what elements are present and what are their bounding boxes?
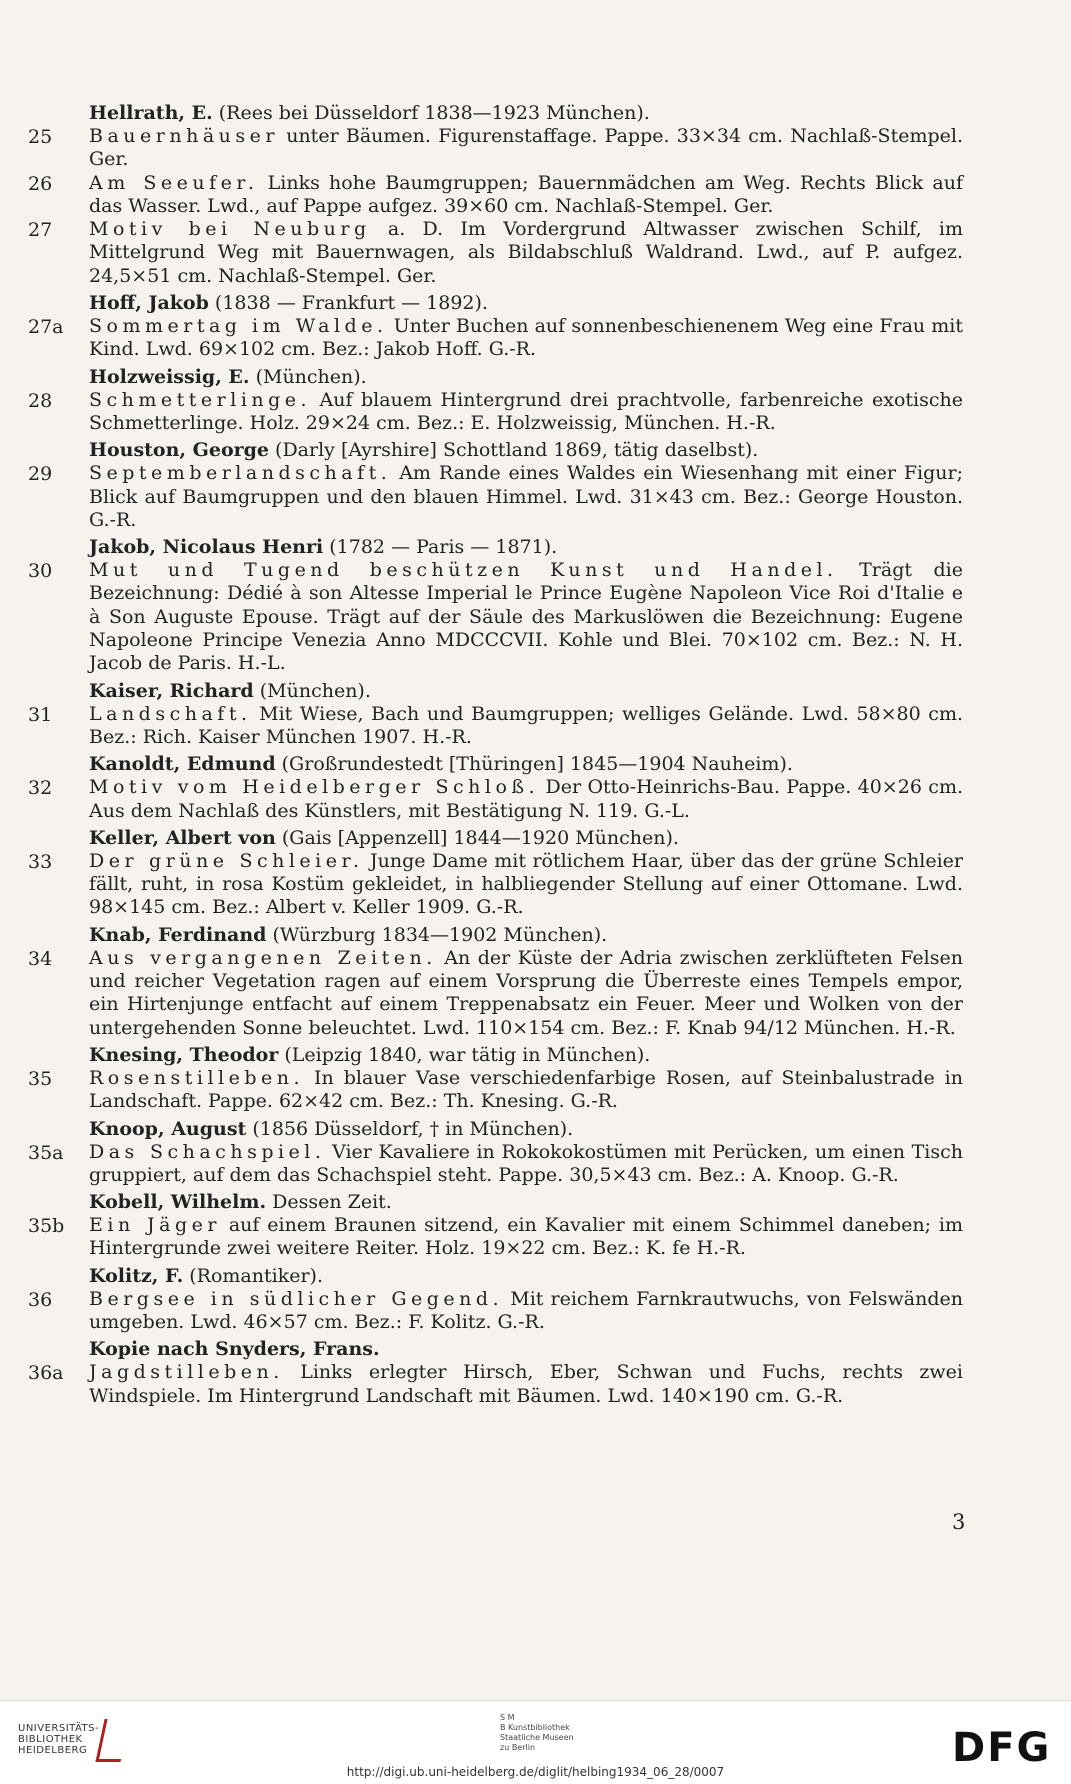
item-number: 26 xyxy=(28,172,53,195)
viewer-footer xyxy=(0,1700,1071,1784)
artist-heading xyxy=(0,291,1071,315)
library-mark-icon xyxy=(95,1719,129,1762)
item-description xyxy=(0,947,1071,1040)
catalogue-entries xyxy=(0,98,1071,1408)
artist-heading xyxy=(0,1043,1071,1067)
item-description xyxy=(0,389,1071,436)
sm-line-4: zu Berlin xyxy=(500,1743,536,1752)
item-text: Links hohe Baumgruppen; Bauernmädchen am Weg. Rechts Blick auf das Wasser. Lwd., auf Pappe aufgez. 39×60 cm. Nachlaß-Stempel. Ger. xyxy=(89,171,963,217)
artist-name: Kanoldt, Edmund xyxy=(89,753,276,776)
artist-info: (1838 — Frankfurt — 1892). xyxy=(208,292,488,315)
item-number: 33 xyxy=(28,850,53,873)
item-number: 25 xyxy=(28,126,53,148)
artist-info: (Gais [Appenzell] 1844—1920 München). xyxy=(275,826,679,849)
artist-info: (1782 — Paris — 1871). xyxy=(323,536,558,559)
artist-info: (Romantiker). xyxy=(183,1264,323,1287)
artist-name: Kobell, Wilhelm. xyxy=(89,1191,267,1214)
artist-info: (Leipzig 1840, war tätig in München). xyxy=(278,1043,651,1066)
artist-info: (Darly [Ayrshire] Schottland 1869, tätig daselbst). xyxy=(269,439,759,462)
artist-heading xyxy=(0,826,1071,850)
library-line-3: HEIDELBERG xyxy=(18,1745,88,1756)
artist-info: (Großrundestedt [Thüringen] 1845—1904 Nauheim). xyxy=(275,753,793,776)
artist-name: Kaiser, Richard xyxy=(89,679,254,702)
artist-name: Kopie nach Snyders, Frans. xyxy=(89,1338,380,1361)
item-text: Junge Dame mit rötlichem Haar, über das der grüne Schleier fällt, ruht, in rosa Kostüm gekleidet, in halbliegender Stellung auf einer Ottomane. Lwd. 98×145 cm. Bez.: Albert v. Keller 1909. G.-R. xyxy=(89,849,963,919)
artist-info: (Würzburg 1834—1902 München). xyxy=(266,923,608,946)
artist-info: (Rees bei Düsseldorf 1838—1923 München). xyxy=(212,102,650,124)
item-title: Der grüne Schleier. xyxy=(89,849,364,872)
item-description xyxy=(0,1214,1071,1261)
item-description xyxy=(0,218,1071,288)
library-logo[interactable] xyxy=(18,1723,99,1756)
artist-heading xyxy=(0,752,1071,776)
item-text: unter Bäumen. Figurenstaffage. Pappe. 33×34 cm. Nachlaß-Stempel. Ger. xyxy=(89,125,963,171)
item-title: Schmetterlinge. xyxy=(89,388,312,411)
artist-heading xyxy=(0,1264,1071,1288)
catalogue-item xyxy=(0,850,1071,920)
catalogue-item xyxy=(0,1141,1071,1188)
item-text: a. D. Im Vordergrund Altwasser zwischen Schilf, im Mittelgrund Weg mit Bauernwagen, als Bildabschluß Waldrand. Lwd., auf P. aufgez. 24,5×51 cm. Nachlaß-Stempel. Ger. xyxy=(89,218,963,287)
item-text: In blauer Vase verschiedenfarbige Rosen, auf Steinbalustrade in Landschaft. Pappe. 62×42 cm. Bez.: Th. Knesing. G.-R. xyxy=(89,1066,963,1113)
item-text: Der Otto-Heinrichs-Bau. Pappe. 40×26 cm. Aus dem Nachlaß des Künstlers, mit Bestätigung N. 119. G.-L. xyxy=(89,776,964,822)
item-number: 30 xyxy=(28,560,53,583)
item-number: 27 xyxy=(28,219,53,242)
item-title: Rosenstilleben. xyxy=(89,1066,305,1089)
artist-name: Knab, Ferdinand xyxy=(89,923,267,946)
item-title: Am Seeufer. xyxy=(89,171,259,194)
item-number: 36 xyxy=(28,1288,53,1311)
sm-line-1: S M xyxy=(500,1713,515,1722)
item-number: 28 xyxy=(28,389,53,412)
artist-heading xyxy=(0,1190,1071,1214)
catalogue-item xyxy=(0,559,1071,675)
item-description xyxy=(0,462,1071,532)
item-title: Motiv vom Heidelberger Schloß. xyxy=(89,776,540,799)
item-description xyxy=(0,172,1071,219)
permalink[interactable]: http://digi.ub.uni-heidelberg.de/diglit/helbing1934_06_28/0007 xyxy=(346,1765,725,1779)
item-description xyxy=(0,1288,1071,1335)
catalogue-item xyxy=(0,1288,1071,1335)
item-title: Sommertag im Walde. xyxy=(89,315,388,338)
item-title: Aus vergangenen Zeiten. xyxy=(89,946,437,969)
item-title: Landschaft. xyxy=(89,702,252,725)
item-number: 36a xyxy=(28,1362,64,1385)
item-number: 32 xyxy=(28,777,53,800)
kunstbibliothek-logo[interactable] xyxy=(500,1713,574,1753)
catalogue-item xyxy=(0,315,1071,362)
item-description xyxy=(0,559,1071,675)
artist-name: Holzweissig, E. xyxy=(89,365,250,388)
item-number: 31 xyxy=(28,703,53,726)
artist-name: Hellrath, E. xyxy=(89,102,213,124)
item-description xyxy=(0,315,1071,362)
item-text: Links erlegter Hirsch, Eber, Schwan und Fuchs, rechts zwei Windspiele. Im Hintergrund Landschaft mit Bäumen. Lwd. 140×190 cm. G.-R. xyxy=(89,1361,963,1407)
item-description xyxy=(0,1141,1071,1188)
artist-heading xyxy=(0,101,1071,125)
artist-heading xyxy=(0,1117,1071,1141)
item-description xyxy=(0,703,1071,750)
item-title: Bauernhäuser xyxy=(89,125,279,147)
sm-line-2: B Kunstbibliothek xyxy=(500,1723,570,1732)
library-line-1: UNIVERSITÄTS- xyxy=(18,1723,100,1734)
catalogue-item xyxy=(0,389,1071,436)
item-number: 35b xyxy=(28,1215,65,1238)
item-number: 35a xyxy=(28,1141,64,1164)
item-title: Jagdstilleben. xyxy=(89,1361,284,1384)
item-text: Mit Wiese, Bach und Baumgruppen; welliges Gelände. Lwd. 58×80 cm. Bez.: Rich. Kaiser München 1907. H.-R. xyxy=(89,702,963,748)
page-number: 3 xyxy=(952,1510,966,1534)
catalogue-item xyxy=(0,703,1071,750)
item-description xyxy=(0,125,1071,172)
item-description xyxy=(0,850,1071,920)
artist-name: Hoff, Jakob xyxy=(89,292,209,315)
item-text: Mit reichem Farnkrautwuchs, von Felswänden umgeben. Lwd. 46×57 cm. Bez.: F. Kolitz. G.-R. xyxy=(89,1287,963,1333)
item-text: Am Rande eines Waldes ein Wiesenhang mit einer Figur; Blick auf Baumgruppen und den blauen Himmel. Lwd. 31×43 cm. Bez.: George Houston. G.-R. xyxy=(89,462,963,531)
item-title: Bergsee in südlicher Gegend. xyxy=(89,1287,504,1310)
catalogue-item xyxy=(0,462,1071,532)
catalogue-item xyxy=(0,947,1071,1040)
item-text: Auf blauem Hintergrund drei prachtvolle, farbenreiche exotische Schmetterlinge. Holz. 29×24 cm. Bez.: E. Holzweissig, München. H.-R. xyxy=(89,388,963,434)
artist-heading xyxy=(0,535,1071,559)
artist-name: Kolitz, F. xyxy=(89,1264,184,1287)
catalogue-item xyxy=(0,1067,1071,1114)
item-description xyxy=(0,1361,1071,1408)
sm-line-3: Staatliche Museen xyxy=(500,1733,574,1742)
item-title: Motiv bei Neuburg xyxy=(89,218,371,241)
item-text: Trägt die Bezeichnung: Dédié à son Altesse Imperial le Prince Eugène Napoleon Vice Roi d'Italie e à Son Auguste Epouse. Trägt auf der Säule des Markuslöwen die Bezeichnung: Eugene Napoleone Principe Venezia Anno MDCCCVII. Kohle und Blei. 70×102 cm. Bez.: N. H. Jacob de Paris. H.-L. xyxy=(89,559,963,675)
item-number: 34 xyxy=(28,947,53,970)
item-text: Unter Buchen auf sonnenbeschienenem Weg eine Frau mit Kind. Lwd. 69×102 cm. Bez.: Jakob Hoff. G.-R. xyxy=(89,315,963,361)
item-description xyxy=(0,776,1071,823)
item-text: An der Küste der Adria zwischen zerklüfteten Felsen und reicher Vegetation ragen auf einem Vorsprung die Überreste eines Tempels empor, ein Hirtenjunge entfacht auf einem Treppenabsatz ein Feuer. Meer und Wolken von der untergehenden Sonne beleuchtet. Lwd. 110×154 cm. Bez.: F. Knab 94/12 München. H.-R. xyxy=(89,946,963,1039)
item-title: Mut und Tugend beschützen Kunst und Handel. xyxy=(89,559,838,582)
artist-info: (1856 Düsseldorf, † in München). xyxy=(246,1117,574,1140)
item-description xyxy=(0,1067,1071,1114)
item-number: 35 xyxy=(28,1067,53,1090)
item-text: auf einem Braunen sitzend, ein Kavalier mit einem Schimmel daneben; im Hintergrunde zwei weitere Reiter. Holz. 19×22 cm. Bez.: K. fe H.-R. xyxy=(89,1214,964,1260)
catalogue-item xyxy=(0,776,1071,823)
item-title: Ein Jäger xyxy=(89,1214,221,1237)
catalogue-item xyxy=(0,1361,1071,1408)
catalogue-item xyxy=(0,218,1071,288)
artist-heading xyxy=(0,923,1071,947)
artist-heading xyxy=(0,365,1071,389)
item-text: Vier Kavaliere in Rokokokostümen mit Perücken, um einen Tisch gruppiert, auf dem das Schachspiel steht. Pappe. 30,5×43 cm. Bez.: A. Knoop. G.-R. xyxy=(89,1140,963,1186)
artist-name: Houston, George xyxy=(89,439,269,462)
library-line-2: BIBLIOTHEK xyxy=(18,1734,83,1745)
item-number: 27a xyxy=(28,316,64,339)
catalogue-item xyxy=(0,125,1071,172)
item-title: Septemberlandschaft. xyxy=(89,462,392,485)
artist-name: Keller, Albert von xyxy=(89,826,276,849)
artist-info: Dessen Zeit. xyxy=(266,1191,392,1214)
artist-name: Knesing, Theodor xyxy=(89,1043,279,1066)
artist-heading xyxy=(0,679,1071,703)
artist-heading xyxy=(0,1337,1071,1361)
dfg-logo[interactable]: DFG xyxy=(952,1725,1052,1771)
item-title: Das Schachspiel. xyxy=(89,1140,326,1163)
catalogue-item xyxy=(0,172,1071,219)
artist-info: (München). xyxy=(249,365,367,388)
artist-name: Jakob, Nicolaus Henri xyxy=(89,536,324,559)
artist-name: Knoop, August xyxy=(89,1117,247,1140)
item-number: 29 xyxy=(28,463,53,486)
artist-info: (München). xyxy=(253,679,371,702)
artist-heading xyxy=(0,438,1071,462)
catalogue-item xyxy=(0,1214,1071,1261)
